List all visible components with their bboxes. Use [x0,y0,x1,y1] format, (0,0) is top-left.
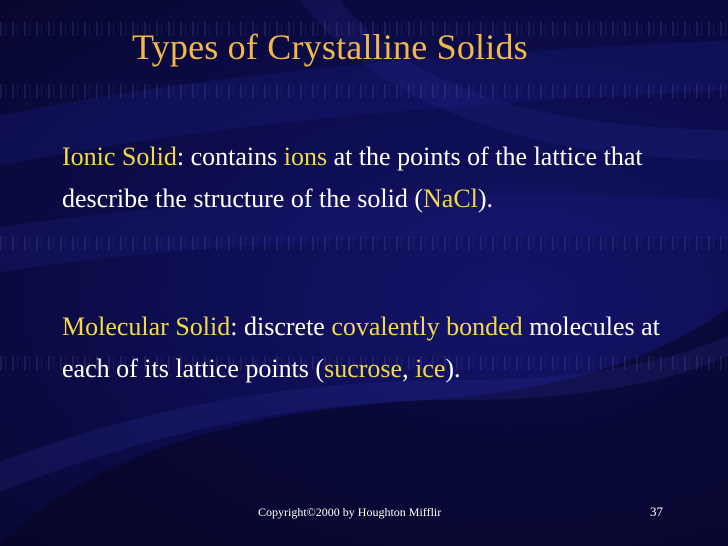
text-segment: , [402,354,416,383]
slide-title: Types of Crystalline Solids [132,27,528,67]
text-segment: : contains [176,142,284,171]
term-ionic-solid: Ionic Solid [62,142,177,171]
page-number: 37 [650,504,663,519]
text-segment: : discrete [230,312,332,341]
highlight-sucrose: sucrose [324,354,403,383]
highlight-ice: ice [415,354,446,383]
molecular-solid-paragraph [62,306,682,390]
text-segment: ). [445,354,461,383]
ionic-solid-paragraph [62,136,682,220]
text-segment: molecules at each of its lattice points ( [62,312,660,383]
text-segment: ). [477,184,494,213]
term-molecular-solid: Molecular Solid [62,312,231,341]
highlight-covalently-bonded: covalently bonded [331,312,523,341]
decor-stripe [0,236,728,250]
copyright-footer: Copyright©2000 by Houghton Mifflir [258,505,442,519]
highlight-ions: ions [283,142,328,171]
highlight-nacl: NaCl [423,184,478,213]
decor-stripe [0,84,728,98]
text-segment: at the points of the lattice that describe the structure of the solid ( [62,142,643,213]
